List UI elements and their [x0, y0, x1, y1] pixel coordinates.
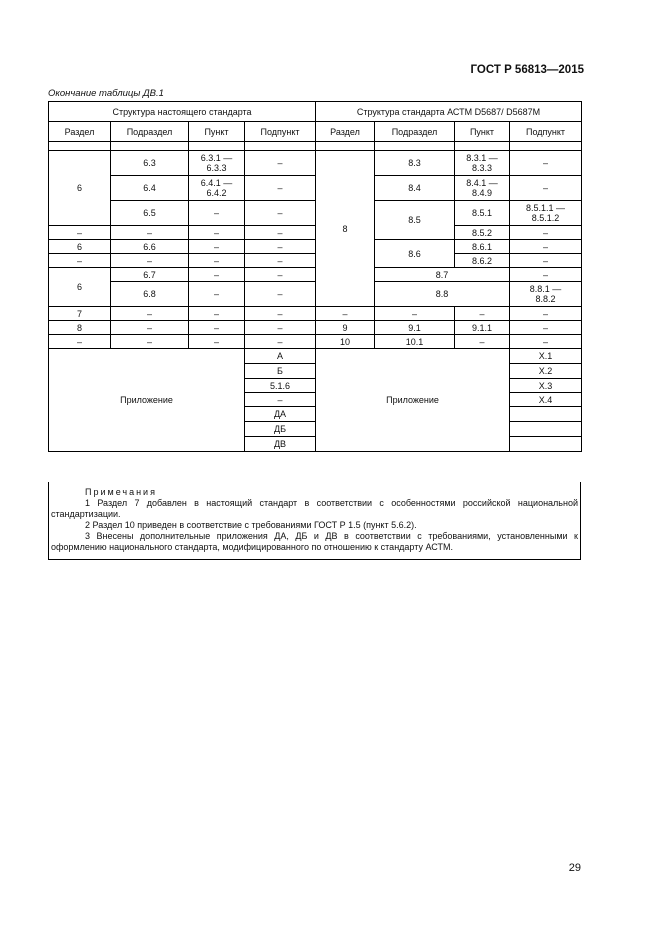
table-cell: –	[316, 307, 375, 321]
table-cell: 8.3.1 — 8.3.3	[455, 151, 510, 176]
left-structure-title: Структура настоящего стандарта	[49, 102, 316, 122]
table-cell: –	[49, 226, 111, 240]
table-row	[49, 201, 582, 226]
appendix-item	[510, 437, 582, 452]
table-cell: 8.4	[375, 176, 455, 201]
appendix-item: Х.4	[510, 393, 582, 407]
table-cell: –	[189, 240, 245, 254]
empty-cell	[455, 142, 510, 151]
empty-cell	[49, 142, 111, 151]
table-cell: 8.8	[375, 282, 510, 307]
table-row	[49, 282, 582, 307]
spacer-row	[49, 142, 582, 151]
note-item: 2 Раздел 10 приведен в соответствие с требованиями ГОСТ Р 1.5 (пункт 5.6.2).	[85, 520, 417, 530]
table-cell: –	[245, 268, 316, 282]
table-cell: 10	[316, 335, 375, 349]
empty-cell	[375, 142, 455, 151]
table-notes	[48, 482, 581, 560]
table-row	[49, 335, 582, 349]
table-cell: 6.3	[111, 151, 189, 176]
table-cell: –	[245, 254, 316, 268]
appendix-row	[49, 349, 582, 364]
table-cell: 8.5.1	[455, 201, 510, 226]
table-cell: –	[245, 282, 316, 307]
table-row	[49, 307, 582, 321]
col-header: Пункт	[189, 122, 245, 142]
appendix-item: Х.1	[510, 349, 582, 364]
table-cell: –	[375, 307, 455, 321]
right-structure-title: Структура стандарта АСТМ D5687/ D5687M	[316, 102, 582, 122]
structure-mapping-table	[48, 101, 582, 452]
appendix-item: 5.1.6	[245, 379, 316, 393]
empty-cell	[245, 142, 316, 151]
appendix-item: А	[245, 349, 316, 364]
table-cell: –	[510, 254, 582, 268]
table-cell: –	[111, 254, 189, 268]
table-cell: –	[189, 335, 245, 349]
appendix-item: Б	[245, 364, 316, 379]
appendix-item: ДБ	[245, 422, 316, 437]
col-header: Подраздел	[375, 122, 455, 142]
table-cell: –	[510, 335, 582, 349]
table-cell: –	[245, 335, 316, 349]
table-cell: 6.3.1 — 6.3.3	[189, 151, 245, 176]
table-cell: 6.4.1 — 6.4.2	[189, 176, 245, 201]
table-cell: 10.1	[375, 335, 455, 349]
appendix-item: Х.3	[510, 379, 582, 393]
table-cell: –	[245, 240, 316, 254]
table-cell: –	[510, 176, 582, 201]
col-header: Подпункт	[245, 122, 316, 142]
table-cell: 8.6	[375, 240, 455, 268]
table-cell: –	[189, 201, 245, 226]
table-cell: 6.4	[111, 176, 189, 201]
notes-title: Примечания	[85, 487, 157, 497]
empty-cell	[316, 142, 375, 151]
col-header: Подпункт	[510, 122, 582, 142]
appendix-item	[510, 407, 582, 422]
table-row	[49, 226, 582, 240]
table-cell: –	[189, 321, 245, 335]
table-cell: –	[111, 226, 189, 240]
empty-cell	[111, 142, 189, 151]
table-cell: –	[510, 321, 582, 335]
table-row	[49, 254, 582, 268]
table-cell: –	[245, 321, 316, 335]
table-cell: 6.5	[111, 201, 189, 226]
table-cell: –	[111, 307, 189, 321]
table-cell: –	[245, 307, 316, 321]
appendix-label-right: Приложение	[316, 349, 510, 452]
table-cell: 8.4.1 — 8.4.9	[455, 176, 510, 201]
document-code: ГОСТ Р 56813—2015	[470, 64, 584, 76]
table-cell: –	[49, 254, 111, 268]
table-cell: 8.3	[375, 151, 455, 176]
empty-cell	[510, 142, 582, 151]
table-cell: –	[510, 307, 582, 321]
table-cell: 8.5.2	[455, 226, 510, 240]
appendix-item: ДА	[245, 407, 316, 422]
table-cell: –	[245, 201, 316, 226]
table-caption: Окончание таблицы ДВ.1	[48, 88, 164, 99]
column-header-row	[49, 122, 582, 142]
col-header: Пункт	[455, 122, 510, 142]
table-cell: –	[245, 176, 316, 201]
table-title-row	[49, 102, 582, 122]
table-cell: –	[245, 151, 316, 176]
table-cell: –	[111, 321, 189, 335]
table-row	[49, 151, 582, 176]
table-cell: –	[510, 226, 582, 240]
table-cell: 6.8	[111, 282, 189, 307]
table-cell: –	[189, 268, 245, 282]
table-cell: –	[455, 307, 510, 321]
table-cell: –	[510, 151, 582, 176]
table-cell: 6.7	[111, 268, 189, 282]
col-header: Раздел	[316, 122, 375, 142]
appendix-label-left: Приложение	[49, 349, 245, 452]
table-row	[49, 268, 582, 282]
table-cell: 7	[49, 307, 111, 321]
appendix-item: Х.2	[510, 364, 582, 379]
appendix-item	[510, 422, 582, 437]
table-cell: 8	[316, 151, 375, 307]
table-cell: –	[49, 335, 111, 349]
table-cell: –	[189, 307, 245, 321]
table-cell: 6	[49, 240, 111, 254]
note-item: 1 Раздел 7 добавлен в настоящий стандарт в соответствии с особенностями российской национальной стандартизации.	[51, 498, 578, 519]
appendix-item: –	[245, 393, 316, 407]
col-header: Раздел	[49, 122, 111, 142]
table-cell: 9.1.1	[455, 321, 510, 335]
table-cell: 6.6	[111, 240, 189, 254]
table-cell: –	[510, 240, 582, 254]
table-cell: 9	[316, 321, 375, 335]
table-cell: 8	[49, 321, 111, 335]
table-row	[49, 176, 582, 201]
table-cell: –	[189, 226, 245, 240]
table-cell: 8.5.1.1 — 8.5.1.2	[510, 201, 582, 226]
table-cell: 8.8.1 — 8.8.2	[510, 282, 582, 307]
table-cell: –	[455, 335, 510, 349]
col-header: Подраздел	[111, 122, 189, 142]
table-cell: –	[189, 282, 245, 307]
table-cell: 6	[49, 151, 111, 226]
table-cell: –	[189, 254, 245, 268]
table-cell: 8.6.2	[455, 254, 510, 268]
table-cell: 6	[49, 268, 111, 307]
table-row	[49, 321, 582, 335]
table-cell: –	[510, 268, 582, 282]
appendix-item: ДВ	[245, 437, 316, 452]
table-cell: 9.1	[375, 321, 455, 335]
table-cell: –	[245, 226, 316, 240]
page-number: 29	[568, 862, 581, 874]
note-item: 3 Внесены дополнительные приложения ДА, ДБ и ДВ в соответствии с требованиями, установленными к оформлению национального стандарта, модифицированного по отношению к стандарту АСТМ.	[51, 531, 578, 552]
table-row	[49, 240, 582, 254]
table-cell: –	[111, 335, 189, 349]
table-cell: 8.7	[375, 268, 510, 282]
empty-cell	[189, 142, 245, 151]
table-cell: 8.5	[375, 201, 455, 240]
table-cell: 8.6.1	[455, 240, 510, 254]
